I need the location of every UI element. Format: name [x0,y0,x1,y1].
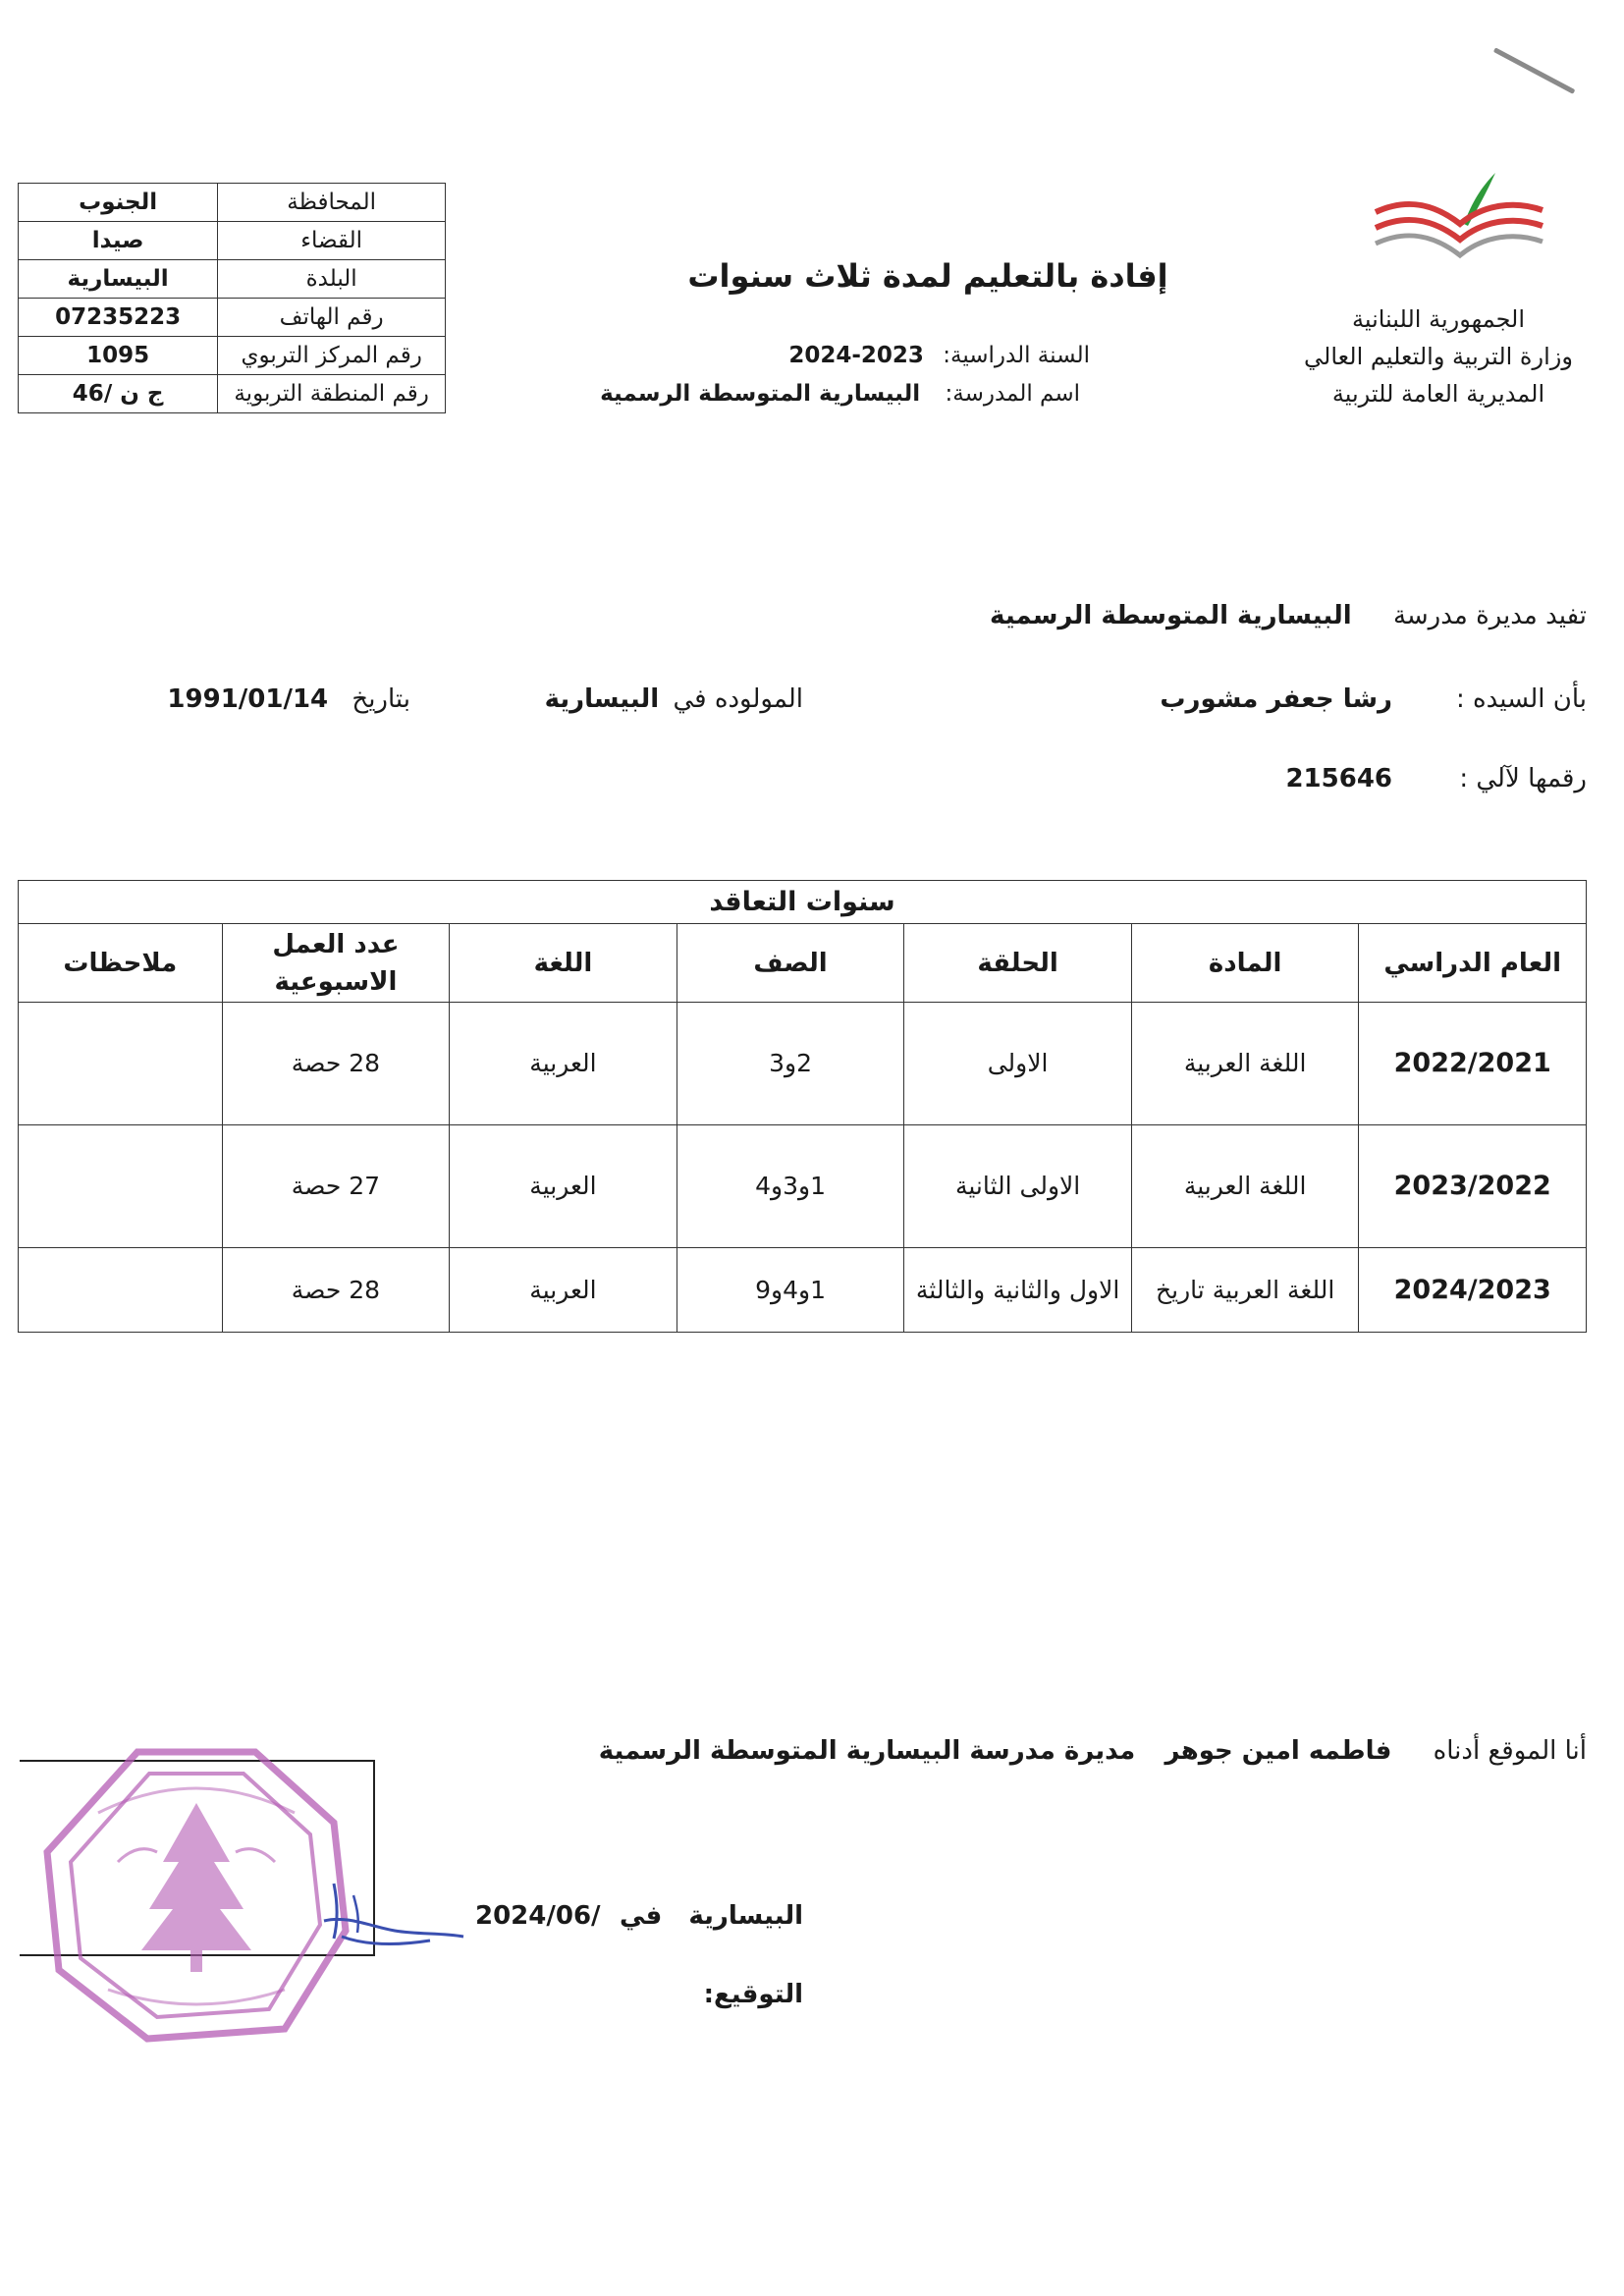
handwritten-signature-icon [314,1876,471,1954]
cell-language: العربية [450,1125,677,1248]
info-value: ج ن /46 [19,375,218,413]
line1-label: تفيد مديرة مدرسة [1392,601,1587,630]
cell-language: العربية [450,1248,677,1333]
footer-in-word: في [619,1901,663,1931]
contract-table-title: سنوات التعاقد [19,881,1587,924]
info-row [19,260,446,299]
signer-role: مديرة مدرسة البيسارية المتوسطة الرسمية [598,1736,1136,1766]
info-label: البلدة [218,260,446,299]
official-stamp-icon [39,1744,353,2049]
info-row [19,184,446,222]
info-label: رقم المركز التربوي [218,337,446,375]
contract-years-table [18,880,1587,1333]
cell-hours: 28 حصة [222,1003,450,1125]
info-label: المحافظة [218,184,446,222]
cell-notes [19,1003,223,1125]
scan-artifact [1493,47,1576,94]
info-row [19,222,446,260]
table-row [19,1125,1587,1248]
line3-label: رقمها لآلي : [1459,764,1587,793]
cell-notes [19,1125,223,1248]
line2-date: 1991/01/14 [167,684,329,714]
cell-notes [19,1248,223,1333]
info-value: 07235223 [19,299,218,337]
signer-label: أنا الموقع أدناه [1433,1736,1587,1766]
line2-date-row [167,684,410,714]
academic-year-label: السنة الدراسية: [943,343,1090,368]
school-name-row [600,381,1080,407]
cell-subject: اللغة العربية [1131,1125,1359,1248]
cell-grade: 1و4و9 [677,1248,904,1333]
info-label: رقم الهاتف [218,299,446,337]
footer-place: البيسارية [688,1901,803,1931]
cell-cycle: الاولى الثانية [904,1125,1132,1248]
school-info-table [18,183,446,413]
line2-label: بأن السيده : [1456,684,1587,714]
line3-value: 215646 [1285,764,1392,793]
cell-cycle: الاولى [904,1003,1132,1125]
info-value: 1095 [19,337,218,375]
info-row [19,375,446,413]
column-header: العام الدراسي [1359,924,1587,1003]
signature-label: التوقيع: [703,1980,803,2009]
cell-year: 2024/2023 [1359,1248,1587,1333]
column-header: عدد العمل الاسبوعية [222,924,450,1003]
signer-row [599,1736,1587,1766]
cell-subject: اللغة العربية [1131,1003,1359,1125]
column-header: اللغة [450,924,677,1003]
ministry-logo [1370,169,1546,275]
ministry-header [1276,301,1600,412]
line2-name: رشا جعفر مشورب [1160,684,1392,714]
signer-name: فاطمه امين جوهر [1164,1736,1392,1766]
info-value: البيسارية [19,260,218,299]
line2-born-label: المولوده في [673,684,803,714]
cell-grade: 1و3و4 [677,1125,904,1248]
info-row [19,337,446,375]
line2-born [545,684,803,714]
column-header: الحلقة [904,924,1132,1003]
line1-school: البيسارية المتوسطة الرسمية [990,601,1352,630]
cell-year: 2022/2021 [1359,1003,1587,1125]
cell-grade: 2و3 [677,1003,904,1125]
info-row [19,299,446,337]
column-header: المادة [1131,924,1359,1003]
info-value: الجنوب [19,184,218,222]
academic-year-value: 2023-2024 [788,343,924,368]
body-line-1 [990,601,1587,630]
info-label: القضاء [218,222,446,260]
document-title: إفادة بالتعليم لمدة ثلاث سنوات [687,257,1168,295]
place-row [620,1901,803,1931]
academic-year-row [788,343,1090,368]
cell-hours: 27 حصة [222,1125,450,1248]
line2-date-label: بتاريخ [352,684,410,714]
cell-language: العربية [450,1003,677,1125]
directorate-name: المديرية العامة للتربية [1331,380,1545,408]
cell-cycle: الاول والثانية والثالثة [904,1248,1132,1333]
school-name-value: البيسارية المتوسطة الرسمية [600,381,921,407]
footer-date: 2024/06/ [475,1901,601,1931]
school-name-label: اسم المدرسة: [945,381,1080,407]
table-row [19,1003,1587,1125]
info-label: رقم المنطقة التربوية [218,375,446,413]
cell-subject: اللغة العربية تاريخ [1131,1248,1359,1333]
cell-year: 2023/2022 [1359,1125,1587,1248]
column-header: الصف [677,924,904,1003]
info-value: صيدا [19,222,218,260]
table-row [19,1248,1587,1333]
column-header: ملاحظات [19,924,223,1003]
cell-hours: 28 حصة [222,1248,450,1333]
ministry-name: وزارة التربية والتعليم العالي [1304,343,1573,370]
republic-name: الجمهورية اللبنانية [1351,305,1526,333]
line2-born-place: البيسارية [544,684,660,714]
